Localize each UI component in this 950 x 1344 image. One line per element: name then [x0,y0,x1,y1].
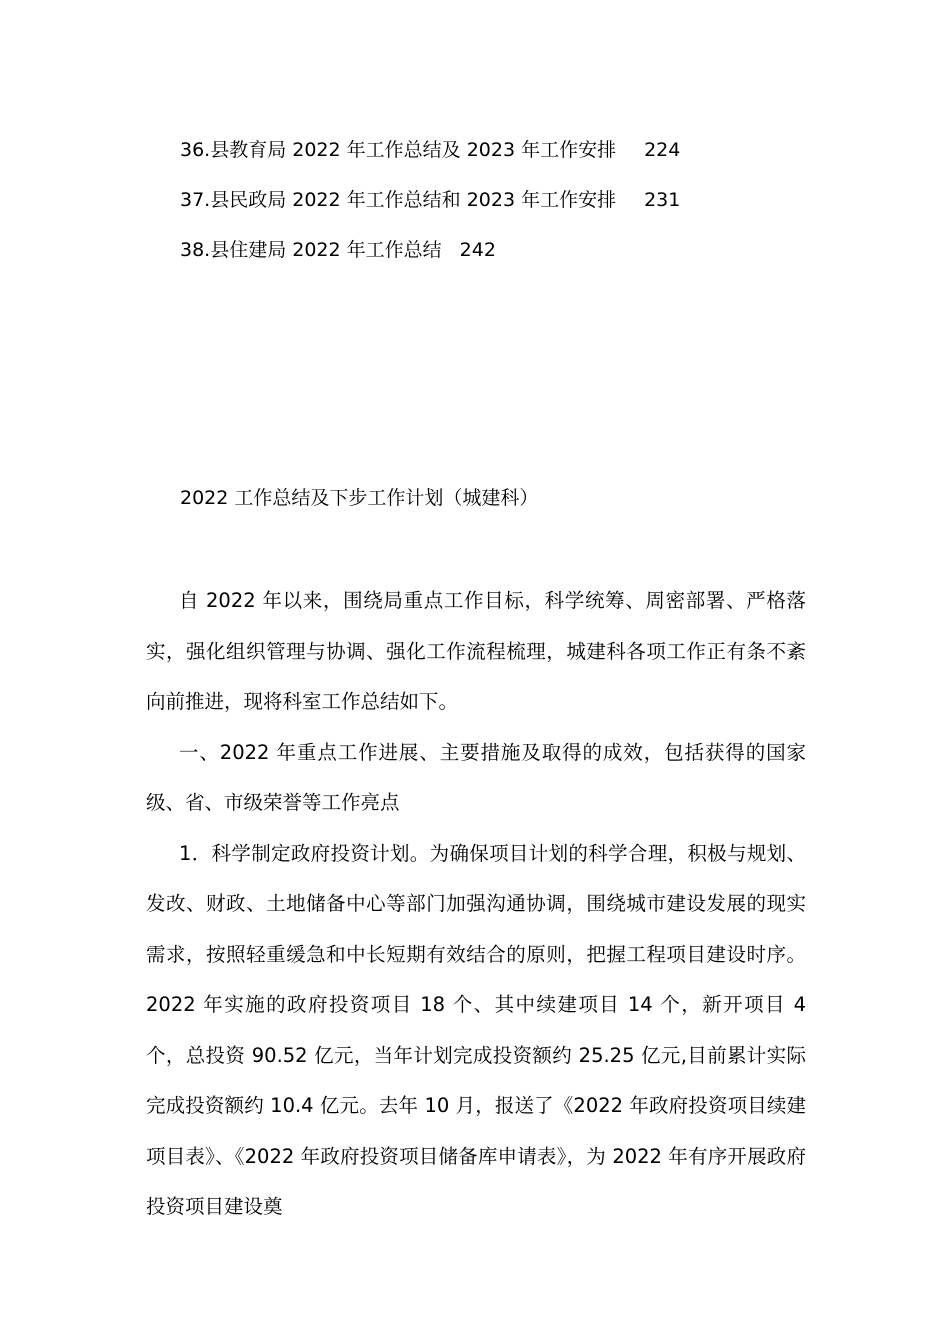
toc-item[interactable] [180,130,820,180]
toc-item[interactable] [180,180,820,230]
paragraph-item-1: 1．科学制定政府投资计划。为确保项目计划的科学合理，积极与规划、发改、财政、土地储备中心等部门加强沟通协调，围绕城市建设发展的现实需求，按照轻重缓急和中长短期有效结合的原则，把握工程项目建设时序。2022 年实施的政府投资项目 18 个、其中续建项目 14 个，新开项目 4 个，总投资 90.52 亿元，当年计划完成投资额约 25.25 亿元,目前累计实际完成投资额约 10.4 亿元。去年 10 月，报送了《2022 年政府投资项目续建项目表》、《2022 年政府投资项目储备库申请表》，为 2022 年有序开展政府投资项目建设奠 [146,841,806,1218]
paragraph-heading-1: 一、2022 年重点工作进展、主要措施及取得的成效，包括获得的国家级、省、市级荣誉等工作亮点 [146,740,806,814]
paragraph-intro: 自 2022 年以来，围绕局重点工作目标，科学统筹、周密部署、严格落实，强化组织管理与协调、强化工作流程梳理，城建科各项工作正有条不紊向前推进，现将科室工作总结如下。 [146,589,806,713]
body-text [146,576,806,1233]
toc-item[interactable] [180,230,820,280]
section-title: 2022 工作总结及下步工作计划（城建科） [180,487,539,509]
toc-item-page-number: 224 [644,139,681,161]
toc-item-page-number: 242 [459,239,496,261]
toc-item-page-number: 231 [644,189,681,211]
toc-item-title: 38.县住建局 2022 年工作总结 [180,239,442,261]
toc-item-title: 37.县民政局 2022 年工作总结和 2023 年工作安排 [180,189,617,211]
table-of-contents [180,130,820,280]
toc-item-title: 36.县教育局 2022 年工作总结及 2023 年工作安排 [180,139,617,161]
